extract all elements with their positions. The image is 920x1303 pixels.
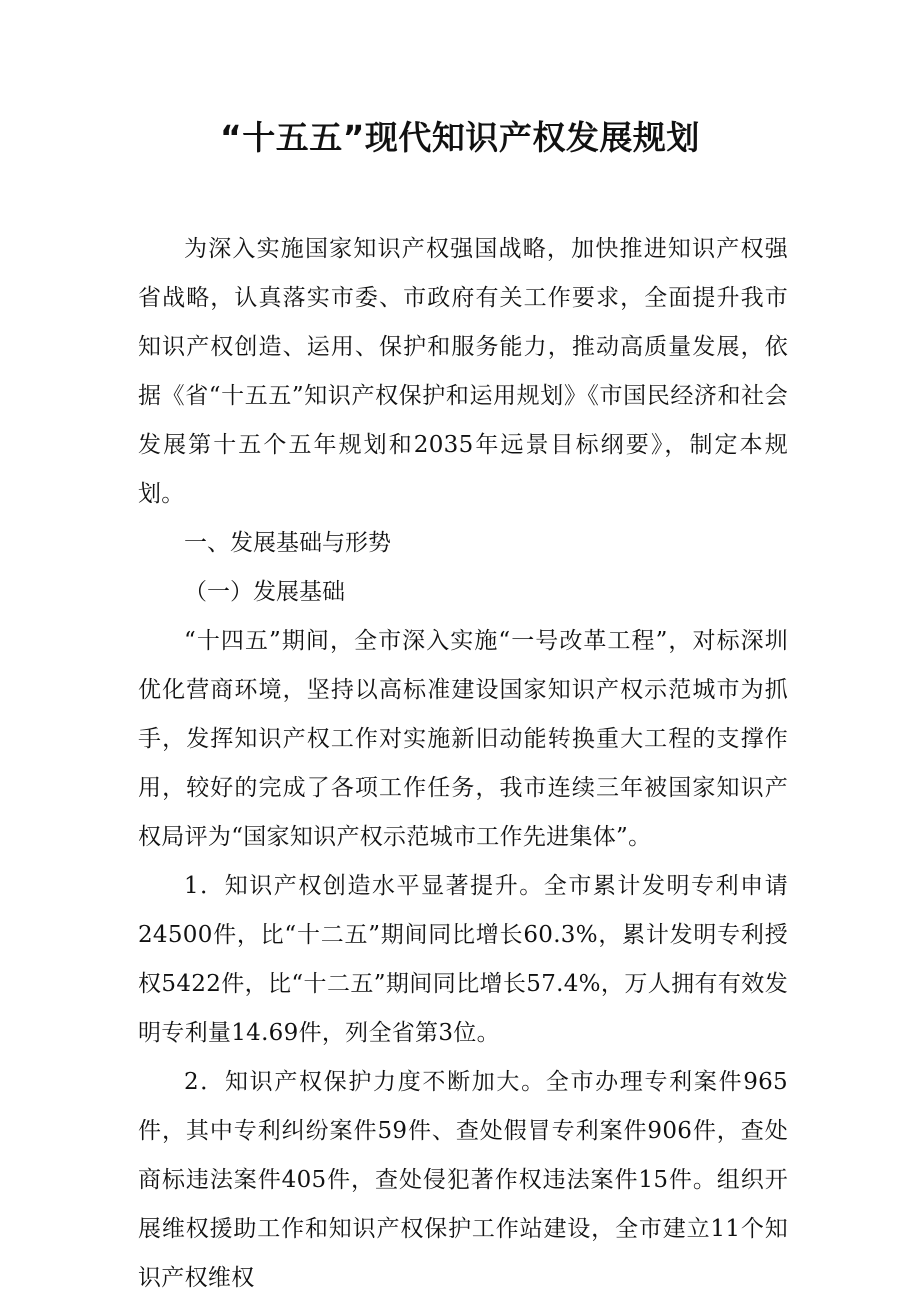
item-1-paragraph: 1．知识产权创造水平显著提升。全市累计发明专利申请24500件，比“十二五”期间同比增长60.3%，累计发明专利授权5422件，比“十二五”期间同比增长57.4%，万人拥有有效发明专利量14.69件，列全省第3位。 — [138, 873, 788, 1046]
overview-paragraph: “十四五”期间，全市深入实施“一号改革工程”，对标深圳优化营商环境，坚持以高标准建设国家知识产权示范城市为抓手，发挥知识产权工作对实施新旧动能转换重大工程的支撑作用，较好的完成了各项工作任务，我市连续三年被国家知识产权局评为“国家知识产权示范城市工作先进集体”。 — [138, 628, 788, 850]
intro-paragraph: 为深入实施国家知识产权强国战略，加快推进知识产权强省战略，认真落实市委、市政府有关工作要求，全面提升我市知识产权创造、运用、保护和服务能力，推动高质量发展，依据《省“十五五”知识产权保护和运用规划》《市国民经济和社会发展第十五个五年规划和2035年远景目标纲要》，制定本规划。 — [138, 236, 788, 507]
section-heading: 一、发展基础与形势 — [184, 530, 391, 556]
document-title: “十五五”现代知识产权发展规划 — [220, 118, 700, 157]
document-body — [138, 225, 788, 1303]
item-2-paragraph: 2．知识产权保护力度不断加大。全市办理专利案件965件，其中专利纠纷案件59件、查处假冒专利案件906件，查处商标违法案件405件，查处侵犯著作权违法案件15件。组织开展维权援助工作和知识产权保护工作站建设，全市建立11个知识产权维权 — [138, 1069, 788, 1291]
subsection-heading: （一）发展基础 — [184, 579, 345, 605]
